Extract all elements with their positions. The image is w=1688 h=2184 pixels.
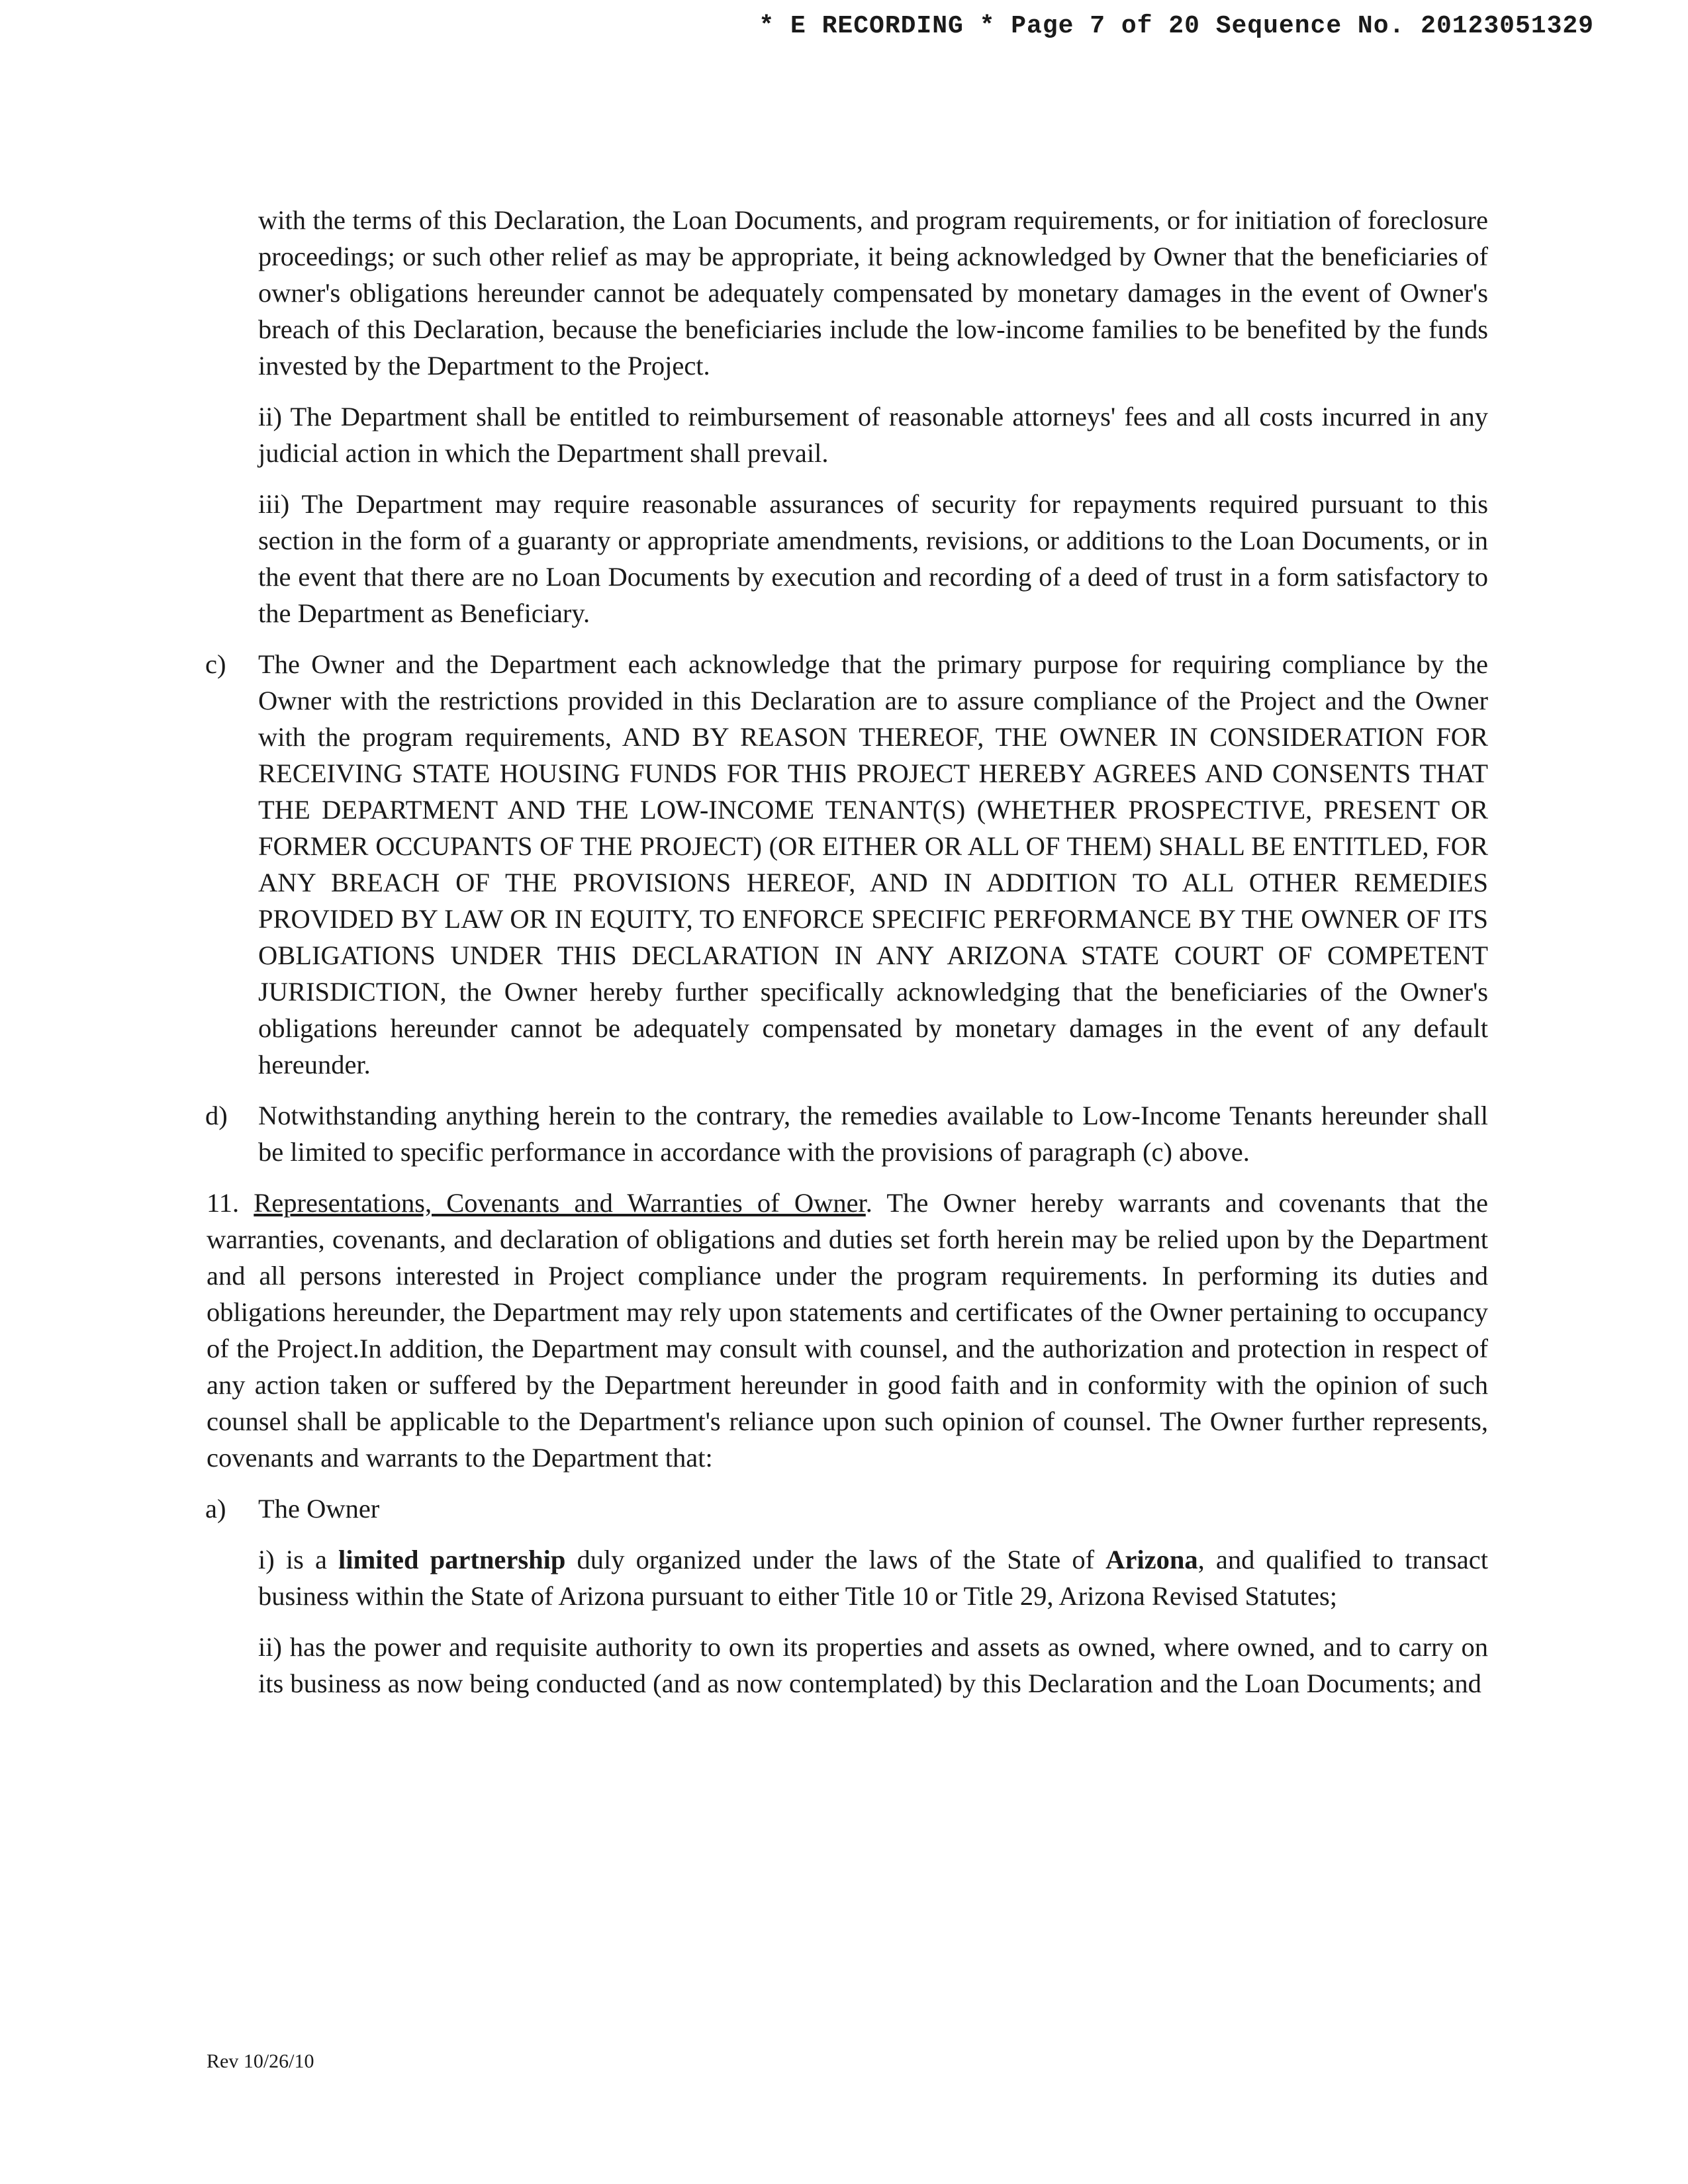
item-c-text: The Owner and the Department each acknowledge that the primary purpose for requiring compliance by the Owner with the restrictions provided in this Declaration are to assure compliance of the Project and the Owner with the program requirements, AND BY REASON THEREOF, THE OWNER IN CONSIDERATION FOR RECEIVING STATE HOUSING FUNDS FOR THIS PROJECT HEREBY AGREES AND CONSENTS THAT THE DEPARTMENT AND THE LOW-INCOME TENANT(S) (WHETHER PROSPECTIVE, PRESENT OR FORMER OCCUPANTS OF THE PROJECT) (OR EITHER OR ALL OF THEM) SHALL BE ENTITLED, FOR ANY BREACH OF THE PROVISIONS HEREOF, AND IN ADDITION TO ALL OTHER REMEDIES PROVIDED BY LAW OR IN EQUITY, TO ENFORCE SPECIFIC PERFORMANCE BY THE OWNER OF ITS OBLIGATIONS UNDER THIS DECLARATION IN ANY ARIZONA STATE COURT OF COMPETENT JURISDICTION, the Owner hereby further specifically acknowledging that the beneficiaries of the Owner's obligations hereunder cannot be adequately compensated by monetary damages in the event of any default hereunder. [258, 649, 1488, 1079]
item-a-owner [205, 1490, 1488, 1527]
section-11-title-end: . [865, 1188, 872, 1218]
subitem-a-i-state: Arizona [1105, 1545, 1198, 1574]
recording-header: * E RECORDING * Page 7 of 20 Sequence No. 20123051329 [759, 12, 1594, 40]
item-d-text: Notwithstanding anything herein to the contrary, the remedies available to Low-Income Tenants hereunder shall be limited to specific performance in accordance with the provisions of paragraph (c) above. [258, 1101, 1488, 1167]
item-c-marker: c) [205, 649, 226, 679]
subitem-iii-security-assurances: iii) The Department may require reasonable assurances of security for repayments required pursuant to this section in the form of a guaranty or appropriate amendments, revisions, or additions to the Loan Documents, or in the event that there are no Loan Documents by execution and recording of a deed of trust in a form satisfactory to the Department as Beneficiary. [258, 489, 1488, 628]
item-d-tenant-remedies [205, 1097, 1488, 1170]
item-d-marker: d) [205, 1101, 228, 1130]
subitem-a-i-organization [258, 1541, 1488, 1614]
continuation-paragraph: with the terms of this Declaration, the Loan Documents, and program requirements, or for initiation of foreclosure proceedings; or such other relief as may be appropriate, it being acknowledged by Owner that the beneficiaries of owner's obligations hereunder cannot be adequately compensated by monetary damages in the event of Owner's breach of this Declaration, because the beneficiaries include the low-income families to be benefited by the funds invested by the Department to the Project. [258, 205, 1488, 381]
revision-footer: Rev 10/26/10 [207, 2050, 314, 2072]
item-a-text: The Owner [258, 1494, 380, 1524]
subitem-ii-attorneys-fees: ii) The Department shall be entitled to reimbursement of reasonable attorneys' fees and all costs incurred in any judicial action in which the Department shall prevail. [258, 402, 1488, 468]
item-a-marker: a) [205, 1494, 226, 1524]
page-body [0, 202, 1688, 1716]
section-11-body: The Owner hereby warrants and covenants that the warranties, covenants, and declaration of obligations and duties set forth herein may be relied upon by the Department and all persons interested in Project compliance under the program requirements. In performing its duties and obligations hereunder, the Department may rely upon statements and certificates of the Owner pertaining to occupancy of the Project.In addition, the Department may consult with counsel, and the authorization and protection in respect of any action taken or suffered by the Department hereunder in good faith and in conformity with the opinion of such counsel shall be applicable to the Department's reliance upon such opinion of counsel. The Owner further represents, covenants and warrants to the Department that: [207, 1188, 1488, 1473]
subitem-a-i-entity-type: limited partnership [338, 1545, 566, 1574]
subitem-a-i-mid: duly organized under the laws of the State of [565, 1545, 1106, 1574]
subitem-a-ii-authority: ii) has the power and requisite authority to own its properties and assets as owned, where owned, and to carry on its business as now being conducted (and as now contemplated) by this Declaration and the Loan Documents; and [258, 1632, 1488, 1698]
item-c-specific-performance [205, 646, 1488, 1083]
section-11-number: 11. [207, 1188, 240, 1218]
subitem-a-i-lead: i) is a [258, 1545, 339, 1574]
section-11-representations [207, 1185, 1488, 1476]
subitem-a-i-tail: , and qualified to transact business within the State of Arizona pursuant to either Title 10 or Title 29, Arizona Revised Statutes; [258, 1545, 1489, 1611]
section-11-title: Representations, Covenants and Warranties of Owner [254, 1188, 866, 1218]
